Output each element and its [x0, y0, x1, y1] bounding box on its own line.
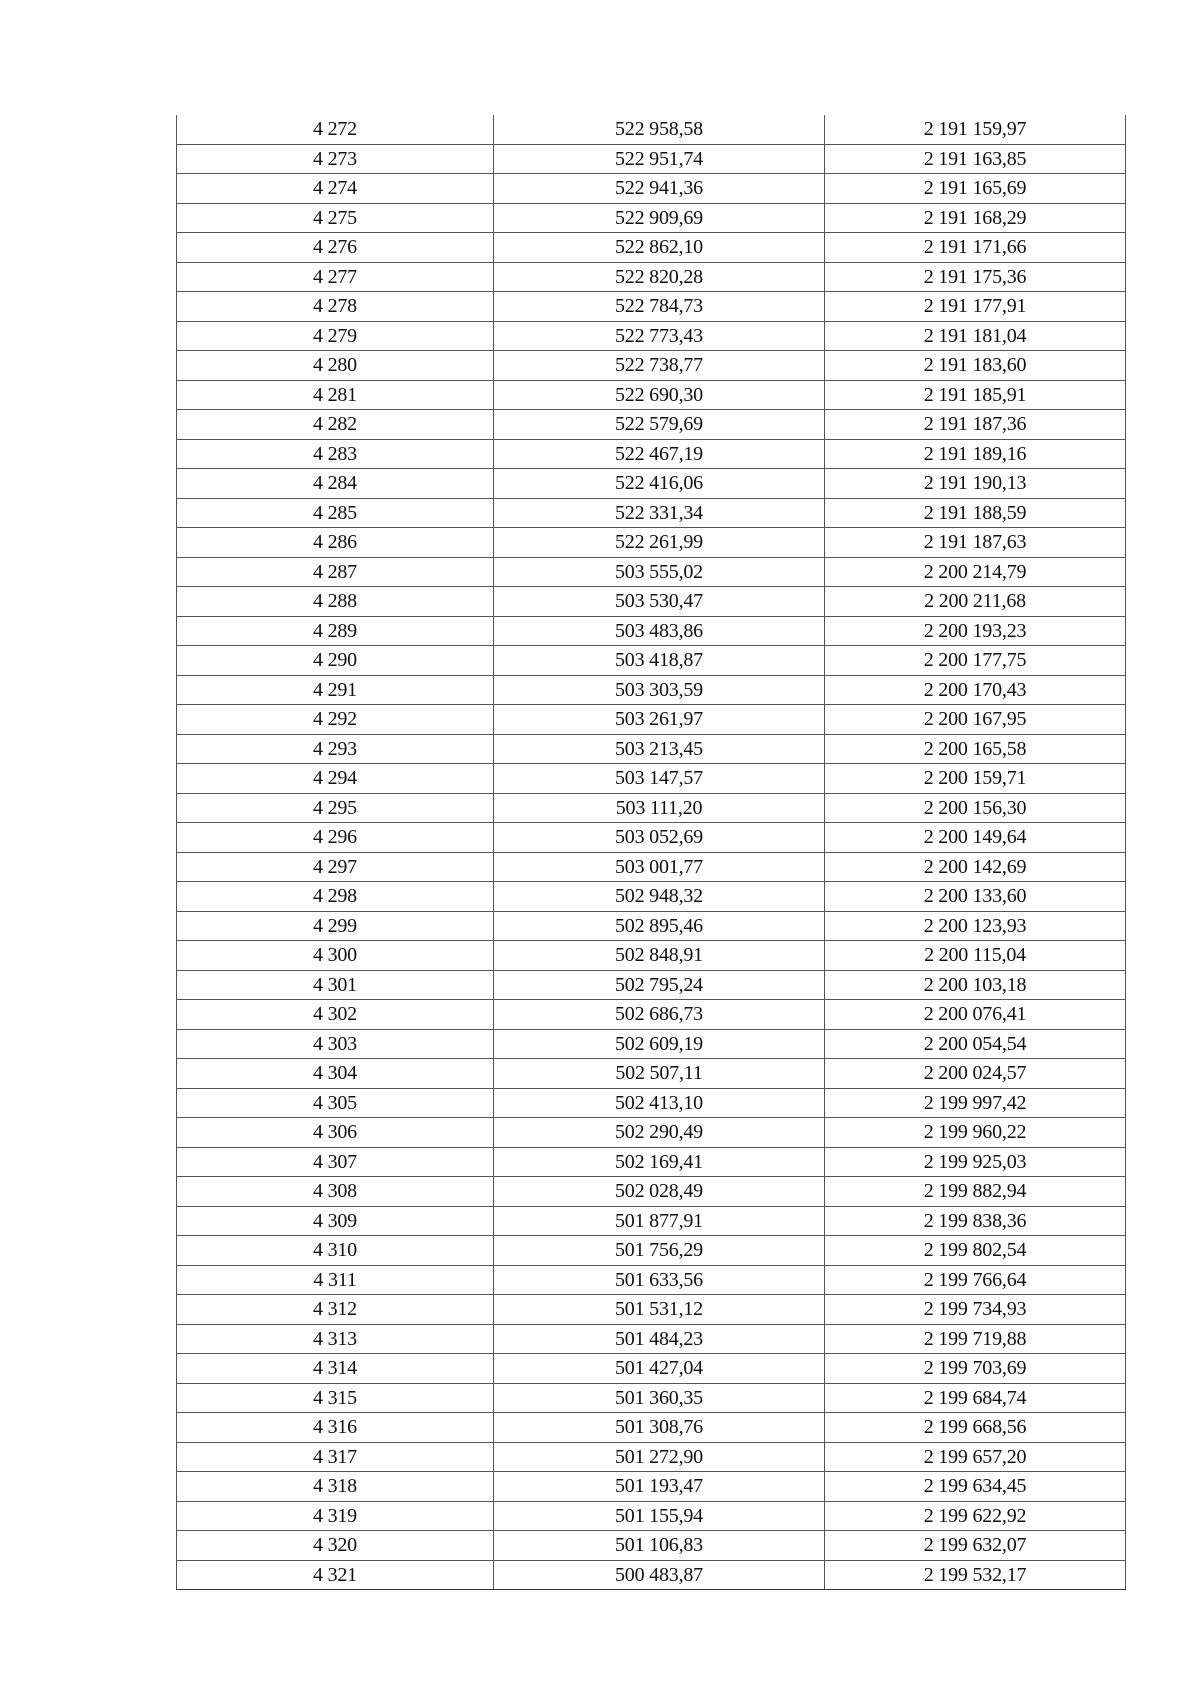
x-coordinate-cell: 522 773,43 — [494, 321, 825, 351]
point-number-cell: 4 307 — [177, 1147, 494, 1177]
y-coordinate-cell: 2 200 165,58 — [825, 734, 1126, 764]
point-number-cell: 4 288 — [177, 587, 494, 617]
table-row — [177, 1000, 1126, 1030]
x-coordinate-cell: 501 756,29 — [494, 1236, 825, 1266]
table-row — [177, 705, 1126, 735]
point-number-cell: 4 294 — [177, 764, 494, 794]
x-coordinate-cell: 502 609,19 — [494, 1029, 825, 1059]
table-row — [177, 970, 1126, 1000]
x-coordinate-cell: 501 308,76 — [494, 1413, 825, 1443]
x-coordinate-cell: 500 483,87 — [494, 1560, 825, 1590]
x-coordinate-cell: 501 427,04 — [494, 1354, 825, 1384]
point-number-cell: 4 310 — [177, 1236, 494, 1266]
point-number-cell: 4 285 — [177, 498, 494, 528]
table-row — [177, 1088, 1126, 1118]
y-coordinate-cell: 2 191 181,04 — [825, 321, 1126, 351]
y-coordinate-cell: 2 191 190,13 — [825, 469, 1126, 499]
table-row — [177, 1531, 1126, 1561]
table-row — [177, 941, 1126, 971]
x-coordinate-cell: 522 862,10 — [494, 233, 825, 263]
x-coordinate-cell: 522 909,69 — [494, 203, 825, 233]
point-number-cell: 4 309 — [177, 1206, 494, 1236]
table-row — [177, 498, 1126, 528]
table-row — [177, 1472, 1126, 1502]
table-row — [177, 557, 1126, 587]
y-coordinate-cell: 2 199 668,56 — [825, 1413, 1126, 1443]
y-coordinate-cell: 2 199 634,45 — [825, 1472, 1126, 1502]
table-row — [177, 1177, 1126, 1207]
point-number-cell: 4 286 — [177, 528, 494, 558]
x-coordinate-cell: 502 686,73 — [494, 1000, 825, 1030]
y-coordinate-cell: 2 199 703,69 — [825, 1354, 1126, 1384]
y-coordinate-cell: 2 199 766,64 — [825, 1265, 1126, 1295]
x-coordinate-cell: 501 531,12 — [494, 1295, 825, 1325]
x-coordinate-cell: 522 467,19 — [494, 439, 825, 469]
x-coordinate-cell: 503 052,69 — [494, 823, 825, 853]
table-row — [177, 439, 1126, 469]
y-coordinate-cell: 2 191 159,97 — [825, 115, 1126, 144]
y-coordinate-cell: 2 199 632,07 — [825, 1531, 1126, 1561]
y-coordinate-cell: 2 199 838,36 — [825, 1206, 1126, 1236]
table-row — [177, 321, 1126, 351]
x-coordinate-cell: 522 261,99 — [494, 528, 825, 558]
x-coordinate-cell: 501 106,83 — [494, 1531, 825, 1561]
point-number-cell: 4 293 — [177, 734, 494, 764]
table-row — [177, 852, 1126, 882]
x-coordinate-cell: 503 483,86 — [494, 616, 825, 646]
table-row — [177, 351, 1126, 381]
y-coordinate-cell: 2 191 188,59 — [825, 498, 1126, 528]
x-coordinate-cell: 503 111,20 — [494, 793, 825, 823]
y-coordinate-cell: 2 200 024,57 — [825, 1059, 1126, 1089]
point-number-cell: 4 300 — [177, 941, 494, 971]
point-number-cell: 4 305 — [177, 1088, 494, 1118]
table-row — [177, 911, 1126, 941]
y-coordinate-cell: 2 199 532,17 — [825, 1560, 1126, 1590]
table-row — [177, 1118, 1126, 1148]
table-row — [177, 1413, 1126, 1443]
table-row — [177, 115, 1126, 144]
point-number-cell: 4 284 — [177, 469, 494, 499]
y-coordinate-cell: 2 199 719,88 — [825, 1324, 1126, 1354]
y-coordinate-cell: 2 200 170,43 — [825, 675, 1126, 705]
point-number-cell: 4 299 — [177, 911, 494, 941]
point-number-cell: 4 297 — [177, 852, 494, 882]
table-row — [177, 1442, 1126, 1472]
y-coordinate-cell: 2 191 177,91 — [825, 292, 1126, 322]
table-row — [177, 1029, 1126, 1059]
table-row — [177, 1383, 1126, 1413]
table-row — [177, 1265, 1126, 1295]
point-number-cell: 4 315 — [177, 1383, 494, 1413]
x-coordinate-cell: 502 290,49 — [494, 1118, 825, 1148]
x-coordinate-cell: 502 507,11 — [494, 1059, 825, 1089]
x-coordinate-cell: 522 958,58 — [494, 115, 825, 144]
y-coordinate-cell: 2 200 103,18 — [825, 970, 1126, 1000]
table-row — [177, 233, 1126, 263]
point-number-cell: 4 272 — [177, 115, 494, 144]
x-coordinate-cell: 503 303,59 — [494, 675, 825, 705]
x-coordinate-cell: 503 213,45 — [494, 734, 825, 764]
table-row — [177, 469, 1126, 499]
x-coordinate-cell: 522 951,74 — [494, 144, 825, 174]
point-number-cell: 4 303 — [177, 1029, 494, 1059]
x-coordinate-cell: 503 530,47 — [494, 587, 825, 617]
y-coordinate-cell: 2 199 802,54 — [825, 1236, 1126, 1266]
table-row — [177, 1295, 1126, 1325]
y-coordinate-cell: 2 199 622,92 — [825, 1501, 1126, 1531]
table-row — [177, 1354, 1126, 1384]
x-coordinate-cell: 502 413,10 — [494, 1088, 825, 1118]
table-row — [177, 1147, 1126, 1177]
x-coordinate-cell: 501 484,23 — [494, 1324, 825, 1354]
point-number-cell: 4 302 — [177, 1000, 494, 1030]
x-coordinate-cell: 502 169,41 — [494, 1147, 825, 1177]
y-coordinate-cell: 2 199 960,22 — [825, 1118, 1126, 1148]
coordinates-table-body — [177, 115, 1126, 1590]
y-coordinate-cell: 2 191 163,85 — [825, 144, 1126, 174]
table-row — [177, 793, 1126, 823]
y-coordinate-cell: 2 200 142,69 — [825, 852, 1126, 882]
point-number-cell: 4 290 — [177, 646, 494, 676]
y-coordinate-cell: 2 200 193,23 — [825, 616, 1126, 646]
point-number-cell: 4 308 — [177, 1177, 494, 1207]
table-row — [177, 1324, 1126, 1354]
x-coordinate-cell: 522 331,34 — [494, 498, 825, 528]
point-number-cell: 4 306 — [177, 1118, 494, 1148]
y-coordinate-cell: 2 200 123,93 — [825, 911, 1126, 941]
x-coordinate-cell: 502 895,46 — [494, 911, 825, 941]
coordinates-table — [176, 115, 1126, 1590]
x-coordinate-cell: 503 001,77 — [494, 852, 825, 882]
table-row — [177, 764, 1126, 794]
point-number-cell: 4 321 — [177, 1560, 494, 1590]
y-coordinate-cell: 2 200 167,95 — [825, 705, 1126, 735]
table-row — [177, 292, 1126, 322]
point-number-cell: 4 320 — [177, 1531, 494, 1561]
x-coordinate-cell: 501 360,35 — [494, 1383, 825, 1413]
point-number-cell: 4 319 — [177, 1501, 494, 1531]
x-coordinate-cell: 501 193,47 — [494, 1472, 825, 1502]
table-row — [177, 1560, 1126, 1590]
point-number-cell: 4 276 — [177, 233, 494, 263]
y-coordinate-cell: 2 191 175,36 — [825, 262, 1126, 292]
y-coordinate-cell: 2 200 149,64 — [825, 823, 1126, 853]
table-row — [177, 646, 1126, 676]
point-number-cell: 4 312 — [177, 1295, 494, 1325]
x-coordinate-cell: 522 690,30 — [494, 380, 825, 410]
x-coordinate-cell: 502 848,91 — [494, 941, 825, 971]
x-coordinate-cell: 503 418,87 — [494, 646, 825, 676]
table-row — [177, 675, 1126, 705]
table-row — [177, 174, 1126, 204]
point-number-cell: 4 282 — [177, 410, 494, 440]
x-coordinate-cell: 522 416,06 — [494, 469, 825, 499]
y-coordinate-cell: 2 191 187,36 — [825, 410, 1126, 440]
point-number-cell: 4 313 — [177, 1324, 494, 1354]
y-coordinate-cell: 2 199 657,20 — [825, 1442, 1126, 1472]
y-coordinate-cell: 2 191 183,60 — [825, 351, 1126, 381]
point-number-cell: 4 281 — [177, 380, 494, 410]
point-number-cell: 4 317 — [177, 1442, 494, 1472]
point-number-cell: 4 283 — [177, 439, 494, 469]
y-coordinate-cell: 2 200 177,75 — [825, 646, 1126, 676]
y-coordinate-cell: 2 191 185,91 — [825, 380, 1126, 410]
table-row — [177, 410, 1126, 440]
table-row — [177, 144, 1126, 174]
x-coordinate-cell: 501 633,56 — [494, 1265, 825, 1295]
point-number-cell: 4 311 — [177, 1265, 494, 1295]
y-coordinate-cell: 2 200 159,71 — [825, 764, 1126, 794]
point-number-cell: 4 277 — [177, 262, 494, 292]
y-coordinate-cell: 2 199 734,93 — [825, 1295, 1126, 1325]
x-coordinate-cell: 502 028,49 — [494, 1177, 825, 1207]
table-row — [177, 262, 1126, 292]
point-number-cell: 4 296 — [177, 823, 494, 853]
point-number-cell: 4 275 — [177, 203, 494, 233]
point-number-cell: 4 273 — [177, 144, 494, 174]
y-coordinate-cell: 2 191 187,63 — [825, 528, 1126, 558]
table-row — [177, 1501, 1126, 1531]
x-coordinate-cell: 501 877,91 — [494, 1206, 825, 1236]
point-number-cell: 4 316 — [177, 1413, 494, 1443]
y-coordinate-cell: 2 191 168,29 — [825, 203, 1126, 233]
y-coordinate-cell: 2 200 076,41 — [825, 1000, 1126, 1030]
table-row — [177, 882, 1126, 912]
point-number-cell: 4 301 — [177, 970, 494, 1000]
y-coordinate-cell: 2 200 133,60 — [825, 882, 1126, 912]
point-number-cell: 4 314 — [177, 1354, 494, 1384]
point-number-cell: 4 291 — [177, 675, 494, 705]
point-number-cell: 4 298 — [177, 882, 494, 912]
point-number-cell: 4 295 — [177, 793, 494, 823]
table-row — [177, 1236, 1126, 1266]
point-number-cell: 4 289 — [177, 616, 494, 646]
y-coordinate-cell: 2 191 171,66 — [825, 233, 1126, 263]
y-coordinate-cell: 2 200 115,04 — [825, 941, 1126, 971]
x-coordinate-cell: 522 579,69 — [494, 410, 825, 440]
point-number-cell: 4 274 — [177, 174, 494, 204]
table-row — [177, 823, 1126, 853]
y-coordinate-cell: 2 199 997,42 — [825, 1088, 1126, 1118]
y-coordinate-cell: 2 200 054,54 — [825, 1029, 1126, 1059]
table-row — [177, 734, 1126, 764]
table-row — [177, 616, 1126, 646]
point-number-cell: 4 304 — [177, 1059, 494, 1089]
y-coordinate-cell: 2 200 211,68 — [825, 587, 1126, 617]
point-number-cell: 4 292 — [177, 705, 494, 735]
x-coordinate-cell: 501 155,94 — [494, 1501, 825, 1531]
table-row — [177, 380, 1126, 410]
x-coordinate-cell: 522 820,28 — [494, 262, 825, 292]
table-row — [177, 1059, 1126, 1089]
table-row — [177, 203, 1126, 233]
x-coordinate-cell: 502 948,32 — [494, 882, 825, 912]
x-coordinate-cell: 501 272,90 — [494, 1442, 825, 1472]
y-coordinate-cell: 2 199 882,94 — [825, 1177, 1126, 1207]
y-coordinate-cell: 2 191 189,16 — [825, 439, 1126, 469]
point-number-cell: 4 287 — [177, 557, 494, 587]
x-coordinate-cell: 522 941,36 — [494, 174, 825, 204]
y-coordinate-cell: 2 200 214,79 — [825, 557, 1126, 587]
point-number-cell: 4 280 — [177, 351, 494, 381]
x-coordinate-cell: 522 738,77 — [494, 351, 825, 381]
x-coordinate-cell: 503 147,57 — [494, 764, 825, 794]
y-coordinate-cell: 2 199 684,74 — [825, 1383, 1126, 1413]
y-coordinate-cell: 2 200 156,30 — [825, 793, 1126, 823]
point-number-cell: 4 318 — [177, 1472, 494, 1502]
x-coordinate-cell: 503 261,97 — [494, 705, 825, 735]
point-number-cell: 4 279 — [177, 321, 494, 351]
x-coordinate-cell: 522 784,73 — [494, 292, 825, 322]
point-number-cell: 4 278 — [177, 292, 494, 322]
x-coordinate-cell: 502 795,24 — [494, 970, 825, 1000]
x-coordinate-cell: 503 555,02 — [494, 557, 825, 587]
y-coordinate-cell: 2 199 925,03 — [825, 1147, 1126, 1177]
y-coordinate-cell: 2 191 165,69 — [825, 174, 1126, 204]
table-row — [177, 528, 1126, 558]
table-row — [177, 587, 1126, 617]
table-row — [177, 1206, 1126, 1236]
